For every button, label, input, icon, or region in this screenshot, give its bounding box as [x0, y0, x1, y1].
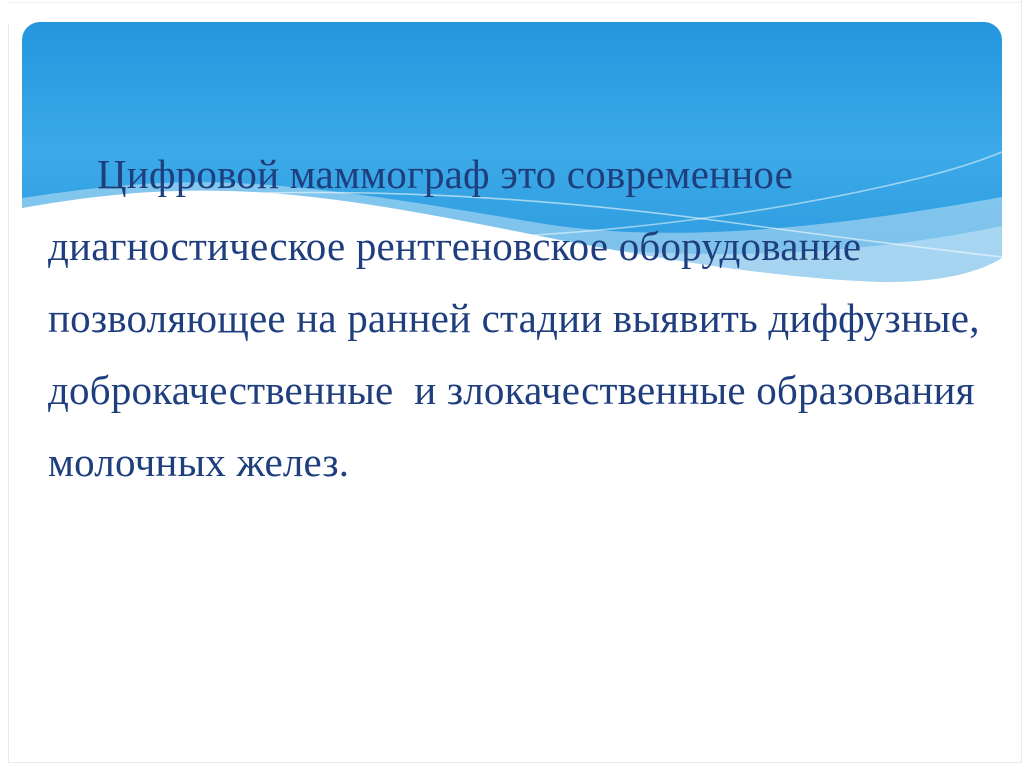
body-text-line: молочных желез. [48, 439, 350, 485]
body-text-line: доброкачественные и злокачественные образования [48, 367, 975, 413]
slide-edge-bottom [8, 762, 1022, 763]
body-text-line: Цифровой маммограф это современное [97, 151, 793, 197]
slide-edge-left [8, 24, 9, 763]
body-text-line: позволяющее на ранней стадии выявить диффузные, [48, 295, 980, 341]
slide-edge-top [8, 2, 1022, 3]
body-text-line: диагностическое рентгеновское оборудование [48, 223, 862, 269]
slide-edge-right [1021, 0, 1022, 763]
slide-body-text [48, 138, 998, 498]
